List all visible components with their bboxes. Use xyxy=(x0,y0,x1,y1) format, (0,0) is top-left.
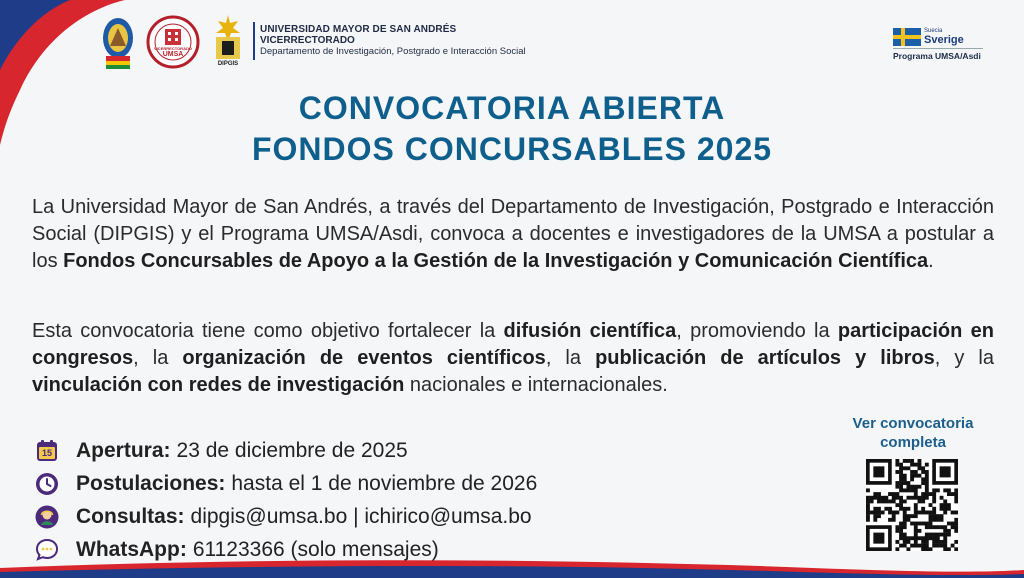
title-line-1: CONVOCATORIA ABIERTA xyxy=(298,90,726,126)
consultas-item xyxy=(34,500,537,533)
intro-text-2: . xyxy=(928,250,934,272)
institution-header xyxy=(260,24,526,57)
support-agent-icon xyxy=(34,504,60,530)
institution-office: VICERRECTORADO xyxy=(260,35,355,46)
qr-caption-line-1: Ver convocatoria xyxy=(852,415,974,432)
objective-text-4: , la xyxy=(545,347,596,369)
objective-bold-4: publicación de artículos y libros xyxy=(595,347,935,369)
sweden-small-text: Suecia xyxy=(924,28,943,34)
institution-divider xyxy=(253,22,255,60)
objective-bold-3: organización de eventos científicos xyxy=(182,347,546,369)
apertura-item xyxy=(34,434,537,467)
objective-bold-2: participación en congresos xyxy=(32,320,994,369)
objective-paragraph xyxy=(32,318,994,399)
logo-vicerrectorado-text: VICERRECTORADO xyxy=(154,46,192,51)
details-list xyxy=(34,434,537,566)
postulaciones-item xyxy=(34,467,537,500)
title-line-2: FONDOS CONCURSABLES 2025 xyxy=(251,131,773,167)
calendar-icon xyxy=(34,438,60,464)
sweden-big-text: Sverige xyxy=(924,34,964,46)
sweden-program-text: Programa UMSA/Asdi xyxy=(893,48,983,61)
objective-text-2: , promoviendo la xyxy=(676,320,838,342)
logos-group xyxy=(100,12,246,72)
logo-dipgis-text: DIPGIS xyxy=(217,61,239,67)
umsa-vicerrectorado-logo xyxy=(146,15,200,69)
clock-icon xyxy=(34,471,60,497)
institution-name: UNIVERSIDAD MAYOR DE SAN ANDRÉS xyxy=(260,24,457,35)
intro-bold-1: Fondos Concursables de Apoyo a la Gestión de la Investigación y Comunicación Científica xyxy=(63,250,929,272)
qr-caption-line-2: completa xyxy=(880,434,946,451)
objective-bold-5: vinculación con redes de investigación xyxy=(32,374,405,396)
intro-paragraph xyxy=(32,194,994,275)
objective-text-5: , y la xyxy=(934,347,994,369)
institution-department: Departamento de Investigación, Postgrado e Interacción Social xyxy=(260,46,526,57)
logo-umsa-text: UMSA xyxy=(162,51,184,58)
objective-text-6: nacionales e internacionales. xyxy=(404,374,668,396)
objective-text-3: , la xyxy=(133,347,183,369)
calendar-day-text: 15 xyxy=(41,447,52,458)
chat-bubble-icon xyxy=(34,537,60,563)
whatsapp-value: 61123366 (solo mensajes) xyxy=(192,537,439,561)
qr-code[interactable] xyxy=(866,459,958,551)
objective-bold-1: difusión científica xyxy=(503,320,677,342)
consultas-label: Consultas: xyxy=(76,504,185,528)
whatsapp-label: WhatsApp: xyxy=(76,537,187,561)
sweden-flag-icon xyxy=(893,28,921,46)
objective-text-1: Esta convocatoria tiene como objetivo fortalecer la xyxy=(32,320,504,342)
apertura-value: 23 de diciembre de 2025 xyxy=(176,438,408,462)
intro-text-1: La Universidad Mayor de San Andrés, a través del Departamento de Investigación, Postgrado e Interacción Social (DIPGIS) y el Programa UMSA/Asdi, convoca a docentes e investigadores de la UMSA a postular a los xyxy=(32,196,994,272)
qr-caption xyxy=(838,414,988,452)
whatsapp-item xyxy=(34,533,537,566)
apertura-label: Apertura: xyxy=(76,438,171,462)
dipgis-logo xyxy=(210,13,246,71)
bolivia-coat-of-arms-logo xyxy=(100,12,136,72)
postulaciones-label: Postulaciones: xyxy=(76,471,226,495)
sweden-sverige-logo xyxy=(893,28,983,61)
postulaciones-value: hasta el 1 de noviembre de 2026 xyxy=(231,471,538,495)
consultas-value[interactable]: dipgis@umsa.bo | ichirico@umsa.bo xyxy=(190,504,532,528)
